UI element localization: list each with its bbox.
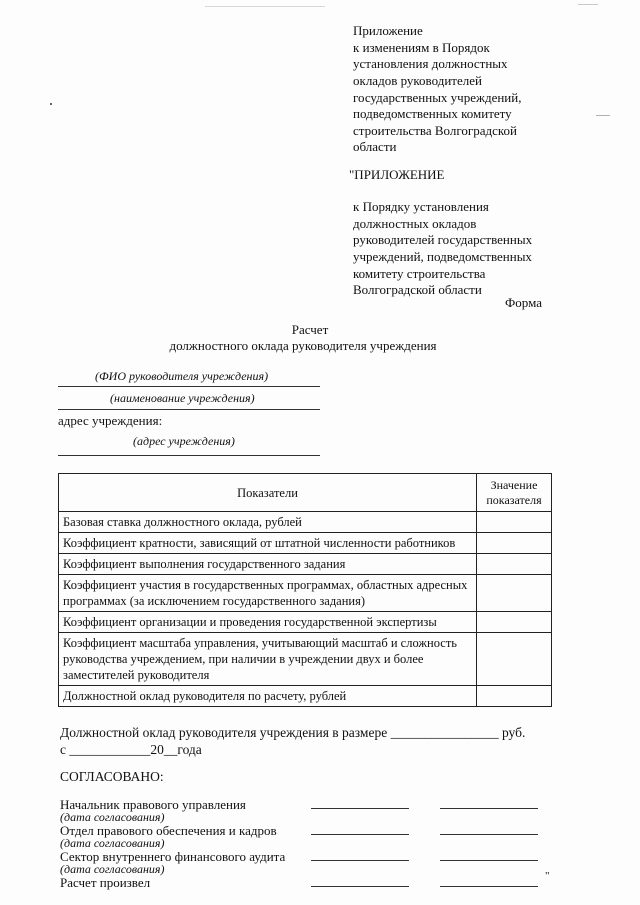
signer-name: Расчет произвел xyxy=(60,875,151,890)
row-indicator: Коэффициент участия в государственных программах, областных адресных программах (за исключением государственного задания) xyxy=(59,575,477,612)
appendix-line: области xyxy=(353,139,397,155)
institution-caption: (наименование учреждения) xyxy=(110,391,255,405)
table-row xyxy=(59,512,552,533)
scan-speck xyxy=(578,4,598,5)
annex-block xyxy=(353,199,532,299)
appendix-line: к изменениям в Порядок xyxy=(353,39,490,55)
date-note: (дата согласования) xyxy=(60,836,165,850)
address-label: адрес учреждения: xyxy=(58,413,163,428)
address-line xyxy=(58,455,320,456)
date-note: (дата согласования) xyxy=(60,862,165,876)
row-indicator: Коэффициент организации и проведения государственной экспертизы xyxy=(59,612,477,633)
row-value-cell[interactable] xyxy=(477,612,552,633)
indicators-table xyxy=(58,473,552,707)
table-row xyxy=(59,633,552,686)
table-row xyxy=(59,533,552,554)
date-year[interactable]: 20__ xyxy=(150,742,178,757)
salary-text: Должностной оклад руководителя учреждения в размере xyxy=(60,725,391,740)
name-line[interactable] xyxy=(440,808,538,809)
scan-speck xyxy=(205,6,325,7)
row-indicator: Коэффициент выполнения государственного задания xyxy=(59,554,477,575)
address-caption: (адрес учреждения) xyxy=(133,434,235,448)
signature-line[interactable] xyxy=(311,808,409,809)
name-line[interactable] xyxy=(440,886,538,887)
signature-line[interactable] xyxy=(311,886,409,887)
header-value: Значение показателя xyxy=(477,474,552,512)
row-value-cell[interactable] xyxy=(477,686,552,707)
salary-line xyxy=(60,724,525,741)
table-row xyxy=(59,575,552,612)
heading-line-2: должностного оклада руководителя учреждения xyxy=(169,338,437,353)
table-header-row xyxy=(59,474,552,512)
row-value-cell[interactable] xyxy=(477,533,552,554)
signer-name: Сектор внутреннего финансового аудита xyxy=(60,849,286,864)
annex-line: Волгоградской области xyxy=(353,282,482,298)
table-row xyxy=(59,612,552,633)
row-indicator: Базовая ставка должностного оклада, рублей xyxy=(59,512,477,533)
footer-mark: " xyxy=(545,870,550,882)
scan-speck xyxy=(50,103,52,105)
date-blank[interactable]: ____________ xyxy=(69,742,151,757)
row-value-cell[interactable] xyxy=(477,554,552,575)
fio-caption: (ФИО руководителя учреждения) xyxy=(95,369,269,383)
annex-title: "ПРИЛОЖЕНИЕ xyxy=(349,167,445,182)
scan-speck xyxy=(596,115,610,116)
row-indicator: Должностной оклад руководителя по расчету, рублей xyxy=(59,686,477,707)
annex-line: руководителей государственных xyxy=(353,232,533,248)
institution-line xyxy=(58,409,320,410)
appendix-line: строительства Волгоградской xyxy=(353,122,517,138)
row-value-cell[interactable] xyxy=(477,633,552,686)
annex-line: должностных окладов xyxy=(353,215,477,231)
row-indicator: Коэффициент масштаба управления, учитывающий масштаб и сложность руководства учреждением, при наличии в учреждении двух и более заместителей руководителя xyxy=(59,633,477,686)
approval-title: СОГЛАСОВАНО: xyxy=(60,769,164,784)
signer-name: Отдел правового обеспечения и кадров xyxy=(60,823,277,838)
row-value-cell[interactable] xyxy=(477,512,552,533)
row-indicator: Коэффициент кратности, зависящий от штатной численности работников xyxy=(59,533,477,554)
row-value-cell[interactable] xyxy=(477,575,552,612)
date-suffix: года xyxy=(177,742,202,757)
signature-line[interactable] xyxy=(311,834,409,835)
annex-line: учреждений, подведомственных xyxy=(353,248,532,264)
name-line[interactable] xyxy=(440,860,538,861)
signer-name: Начальник правового управления xyxy=(60,797,246,812)
appendix-line: окладов руководителей xyxy=(353,72,482,88)
form-label: Форма xyxy=(505,295,542,310)
signature-line[interactable] xyxy=(311,860,409,861)
salary-blank[interactable]: ________________ xyxy=(390,725,499,740)
header-indicator: Показатели xyxy=(59,474,477,512)
annex-line: к Порядку установления xyxy=(353,199,489,214)
appendix-line: государственных учреждений, xyxy=(353,89,522,105)
table-row xyxy=(59,554,552,575)
appendix-line: Приложение xyxy=(353,23,423,38)
appendix-block xyxy=(353,23,521,156)
salary-currency: руб. xyxy=(498,725,526,740)
appendix-line: подведомственных комитету xyxy=(353,106,512,122)
date-prefix: с xyxy=(60,742,70,757)
appendix-line: установления должностных xyxy=(353,56,508,72)
date-note: (дата согласования) xyxy=(60,810,165,824)
annex-line: комитету строительства xyxy=(353,265,486,281)
table-row xyxy=(59,686,552,707)
heading-line-1: Расчет xyxy=(291,322,329,337)
name-line[interactable] xyxy=(440,834,538,835)
fio-line xyxy=(58,386,320,387)
salary-date-line xyxy=(60,741,202,758)
